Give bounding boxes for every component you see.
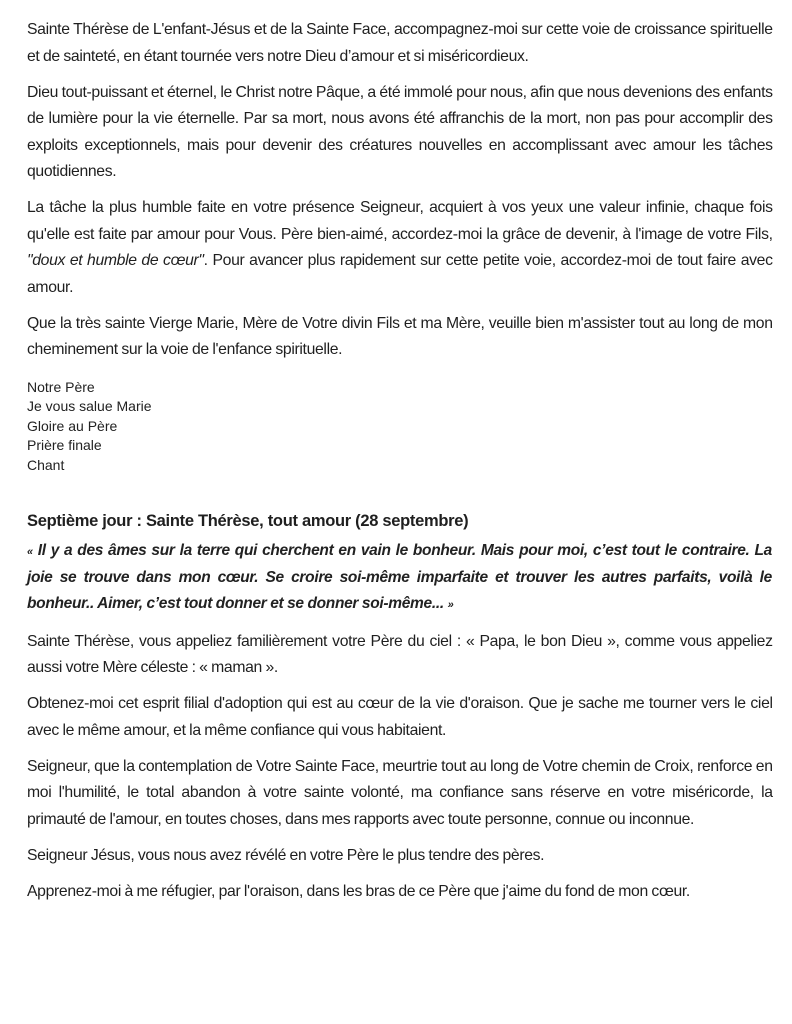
paragraph-humble-task-after: . Pour avancer plus rapidement sur cette petite voie, accordez-moi de tout faire avec amour.: [27, 252, 773, 296]
paragraph-papa-bon-dieu: Sainte Thérèse, vous appeliez familièrement votre Père du ciel : « Papa, le bon Dieu », comme vous appeliez aussi votre Mère céleste : « maman ».: [27, 632, 773, 677]
prayer-list: [27, 378, 772, 476]
paragraph-invocation: Sainte Thérèse de L'enfant-Jésus et de la Sainte Face, accompagnez-moi sur cette voie de croissance spirituelle et de sainteté, en étant tournée vers notre Dieu d’amour et si miséricordieux.: [27, 21, 773, 65]
paragraph-vierge-marie: Que la très sainte Vierge Marie, Mère de Votre divin Fils et ma Mère, veuille bien m'assister tout au long de mon cheminement sur la voie de l'enfance spirituelle.: [27, 314, 773, 358]
prayer-list-item: Notre Père: [27, 378, 95, 395]
paragraph-humble-task: [27, 195, 773, 301]
paragraph-refugier: Apprenez-moi à me réfugier, par l'oraison, dans les bras de ce Père que j'aime du fond de mon cœur.: [27, 882, 690, 900]
paragraph-esprit-filial: Obtenez-moi cet esprit filial d'adoption qui est au cœur de la vie d'oraison. Que je sache me tourner vers le ciel avec le même amour, et la même confiance qui vous habitaient.: [27, 695, 773, 739]
paragraph-seigneur-jesus: Seigneur Jésus, vous nous avez révélé en votre Père le plus tendre des pères.: [27, 846, 545, 864]
section-heading: Septième jour : Sainte Thérèse, tout amour (28 septembre): [27, 512, 469, 530]
prayer-list-item: Chant: [27, 456, 65, 473]
prayer-list-item: Je vous salue Marie: [27, 398, 152, 414]
paragraph-humble-task-before: La tâche la plus humble faite en votre présence Seigneur, acquiert à vos yeux une valeur infinie, chaque fois qu'elle est faite par amour pour Vous. Père bien-aimé, accordez-moi la grâce de devenir, à l'image de votre Fils,: [27, 199, 773, 243]
quote-text: Il y a des âmes sur la terre qui cherchent en vain le bonheur. Mais pour moi, c’est tout le contraire. La joie se trouve dans mon cœur. Se croire soi-même imparfaite et trouver les autres parfaits, voilà le bonheur.. Aimer, c’est tout donner et se donner soi-même...: [27, 542, 772, 613]
paragraph-christ-paque: Dieu tout-puissant et éternel, le Christ notre Pâque, a été immolé pour nous, afin que nous devenions des enfants de lumière pour la vie éternelle. Par sa mort, nous avons été affranchis de la mort, non pas pour accomplir des exploits exceptionnels, mais pour devenir des créatures nouvelles en accomplissant avec amour les tâches quotidiennes.: [27, 83, 773, 180]
therese-quote: [27, 538, 772, 619]
italic-quote-doux-humble: "doux et humble de cœur": [27, 252, 204, 269]
prayer-list-item: Prière finale: [27, 437, 102, 453]
document-page: [27, 17, 772, 915]
prayer-list-item: Gloire au Père: [27, 417, 118, 434]
quote-close-mark: »: [447, 599, 454, 612]
paragraph-sainte-face: Seigneur, que la contemplation de Votre Sainte Face, meurtrie tout au long de Votre chemin de Croix, renforce en moi l'humilité, le total abandon à votre sainte volonté, ma confiance sans réserve en votre miséricorde, la primauté de l'amour, en toutes choses, dans mes rapports avec toute personne, connue ou inconnue.: [27, 757, 773, 828]
quote-open-mark: «: [27, 546, 33, 558]
